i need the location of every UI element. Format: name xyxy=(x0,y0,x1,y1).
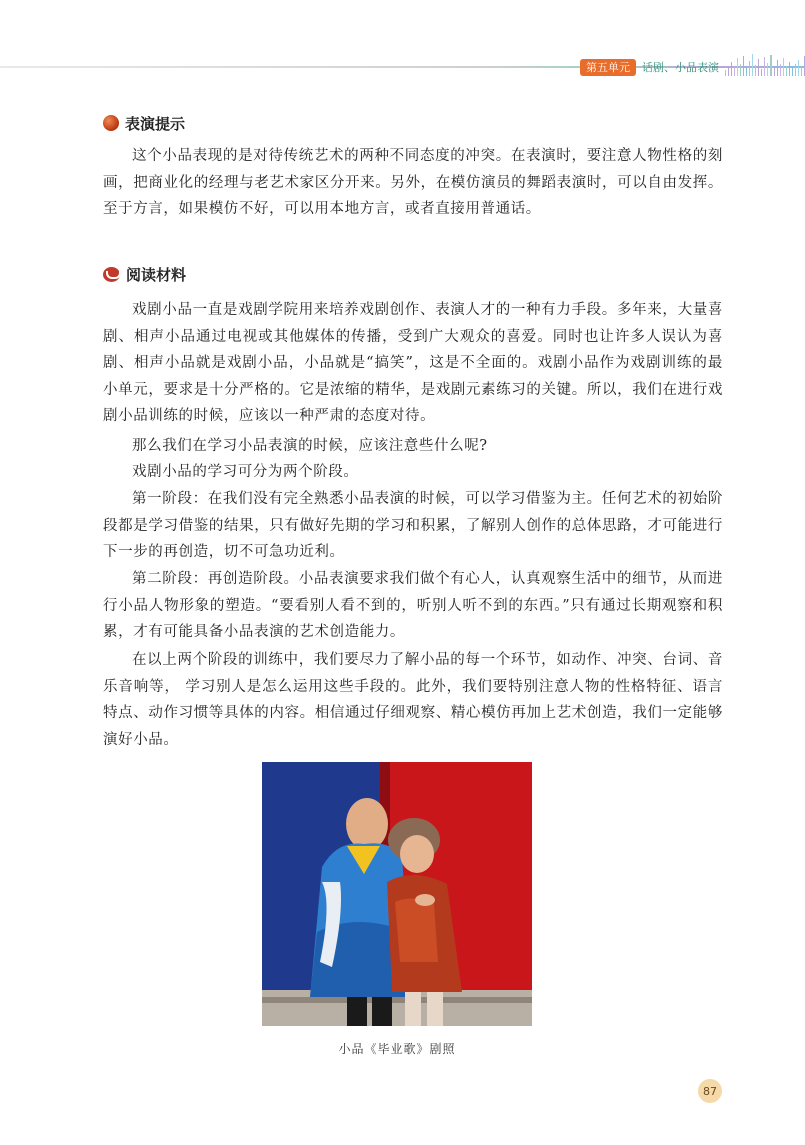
header-bar-mark xyxy=(761,69,762,76)
reading-paragraph-3: 戏剧小品的学习可分为两个阶段。 xyxy=(132,464,359,480)
reading-paragraph-1: 戏剧小品一直是戏剧学院用来培养戏剧创作、表演人才的一种有力手段。多年来，大量喜剧、相声小品通过电视或其他媒体的传播，受到广大观众的喜爱。同时也让许多人误认为喜剧、相声小品就是戏剧小品，小品就是“搞笑”，这是不全面的。戏剧小品作为戏剧训练的最小单元，要求是十分严格的。它是浓缩的精华，是戏剧元素练习的关键。所以，我们在进行戏剧小品训练的时候，应该以一种严肃的态度对待。 xyxy=(103,302,723,424)
header-bar-mark xyxy=(746,68,747,76)
header-bar-mark xyxy=(798,60,799,76)
unit-badge: 第五单元 xyxy=(580,59,636,76)
photo-caption: 小品《毕业歌》剧照 xyxy=(338,1042,456,1056)
reading-paragraph-5: 第二阶段：再创造阶段。小品表演要求我们做个有心人，认真观察生活中的细节，从而进行小品人物形象的塑造。“要看别人看不到的，听别人听不到的东西。”只有通过长期观察和积累，才有可能具备小品表演的艺术创造能力。 xyxy=(103,571,723,640)
header-bar-mark xyxy=(752,54,753,76)
header-bar-mark xyxy=(780,64,781,76)
reading-material-heading xyxy=(103,264,186,284)
reading-paragraph-4: 第一阶段：在我们没有完全熟悉小品表演的时候，可以学习借鉴为主。任何艺术的初始阶段都是学习借鉴的结果，只有做好先期的学习和积累，了解别人创作的总体思路，才可能进行下一步的再创造，切不可急功近利。 xyxy=(103,491,723,560)
reading-material-icon xyxy=(103,267,120,282)
header-bar-mark xyxy=(770,55,771,76)
header-bar-mark xyxy=(731,62,732,76)
header-bar-mark xyxy=(774,67,775,76)
header-bar-mark xyxy=(795,64,796,76)
header-bar-mark xyxy=(749,61,750,76)
stage-photo-illustration xyxy=(262,762,532,1026)
unit-title: 话剧、小品表演 xyxy=(642,61,719,74)
performance-tips-paragraph: 这个小品表现的是对待传统艺术的两种不同态度的冲突。在表演时，要注意人物性格的刻画，把商业化的经理与老艺术家区分开来。另外，在模仿演员的舞蹈表演时，可以自由发挥。至于方言，如果模仿不好，可以用本地方言，或者直接用普通话。 xyxy=(103,148,723,217)
header-bar-mark xyxy=(758,59,759,76)
performance-tips-heading xyxy=(103,113,185,133)
header-bar-mark xyxy=(728,66,729,76)
header-bar-mark xyxy=(786,66,787,76)
header-bar-mark xyxy=(743,56,744,76)
header-bar-mark xyxy=(755,65,756,76)
orange-bullet-icon xyxy=(103,115,119,131)
header-bar-mark xyxy=(767,63,768,76)
section-title: 阅读材料 xyxy=(126,265,187,284)
header-bar-mark xyxy=(734,67,735,76)
header-bar-mark xyxy=(783,58,784,76)
header-bar-mark xyxy=(789,62,790,76)
section-title: 表演提示 xyxy=(125,114,186,133)
reading-paragraph-6: 在以上两个阶段的训练中，我们要尽力了解小品的每一个环节，如动作、冲突、台词、音乐音响等， 学习别人是怎么运用这些手段的。此外，我们要特别注意人物的性格特征、语言特点、动作习惯等具体的内容。相信通过仔细观察、精心模仿再加上艺术创造，我们一定能够演好小品。 xyxy=(103,652,723,748)
header-bar-mark xyxy=(737,58,738,76)
header-bar-mark xyxy=(777,60,778,76)
stage-photo xyxy=(262,762,532,1026)
page-number: 87 xyxy=(698,1079,722,1103)
header-decoration xyxy=(725,52,805,76)
header-bar-mark xyxy=(792,68,793,76)
header-bar-mark xyxy=(801,66,802,76)
reading-paragraph-2: 那么我们在学习小品表演的时候，应该注意些什么呢? xyxy=(132,438,488,454)
header-bar-mark xyxy=(725,70,726,76)
header-bar-mark xyxy=(764,57,765,76)
header-bar-mark xyxy=(740,64,741,76)
